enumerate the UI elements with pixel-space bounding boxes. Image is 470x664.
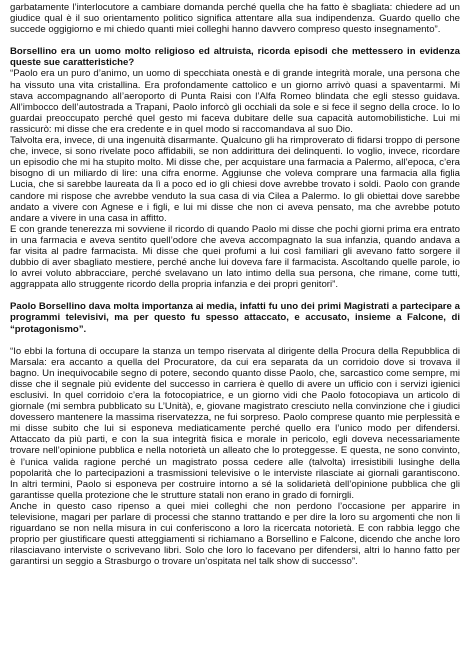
question-media: Paolo Borsellino dava molta importanza ai media, infatti fu uno dei primi Magistrati a partecipare a programmi televisivi, ma per questo fu spesso attaccato, e accusato, insieme a Falcone, di “protagonismo”. [10,301,460,335]
intro-paragraph: garbatamente l’interlocutore a cambiare domanda perché quella che ha fatto è sbagliata: chiedere ad un giudice qual è il suo orientamento politico significa attentare alla sua indipendenza. Guardo quello che succede oggigiorno e mi chiedo quanti miei colleghi hanno davvero compreso questo insegnamento”. [10,2,460,36]
answer-religion-paragraph-1: “Paolo era un puro d’animo, un uomo di specchiata onestà e di grande integrità morale, una persona che ha vissuto una vita cristallina. Era profondamente cattolico e un giorno arrivò quasi a spaventarmi. Mi stava accompagnando all’aeroporto di Punta Raisi con l’Alfa Romeo blindata che egli stesso guidava. All’imbocco dell’autostrada a Trapani, Paolo inforcò gli occhiali da sole e si fece il segno della croce. Io lo guardai preoccupato perché quel gesto mi faceva dubitare delle sua capacità automobilistiche. Lui mi rassicurò: mi disse che era credente e in quel modo si raccomandava al suo Dio. [10,68,460,135]
answer-media-paragraph-1: “Io ebbi la fortuna di occupare la stanza un tempo riservata al dirigente della Procura della Repubblica di Marsala: era accanto a quella del Procuratore, da cui era separata da un corridoio dove si trovava il bagno. Un inequivocabile segno di potere, secondo quanto disse Paolo, che, sarcastico come sempre, mi disse che il segnale più evidente del successo in carriera è quello di avere un ufficio con i servizi igienici esclusivi. In quel corridoio c’era la fotocopiatrice, e un giorno vidi che Paolo fotocopiava un articolo di giornale (mi sembra pubblicato su L’Unità), e, giovane magistrato cresciuto nella convinzione che i giudici dovessero mantenere la massima riservatezza, ne fui sorpreso. Paolo comprese quanto mie perplessità e mi disse subito che lui si esponeva mediaticamente perché quello era l’unico modo per difendersi. Attaccato da più parti, e con la sua integrità fisica e morale in pericolo, egli doveva necessariamente trovare nell’opinione pubblica e nella notorietà un alleato che lo proteggesse. E questa, ne sono convinto, è l’unica valida ragione perché un magistrato possa cedere alle (talvolta) irresistibili lusinghe della popolarità che lo partecipazioni a trasmissioni televisive o le interviste rilasciate ai giornali garantiscono. In altri termini, Paolo si esponeva per costruire intorno a sé la solidarietà dell’opinione pubblica che gli garantisse quella protezione che le strutture statali non erano in grado di fornirgli. [10,345,460,501]
answer-religion-paragraph-3: E con grande tenerezza mi sovviene il ricordo di quando Paolo mi disse che pochi giorni prima era entrato in una farmacia e aveva sentito quell’odore che aveva accompagnato la sua infanzia, quando andava a far visita al padre farmacista. Mi disse che quei profumi a lui così familiari gli avevano fatto sorgere il dubbio di aver sbagliato mestiere, perché anche lui doveva fare il farmacista. Ascoltando quelle parole, io lo avrei voluto abbracciare, perché svelavano un lato intimo della sua persona, che rimane, come tutti, aggrappata allo struggente ricordo della propria infanzia e dei propri genitori”. [10,223,460,291]
answer-religion-paragraph-2: Talvolta era, invece, di una ingenuità disarmante. Qualcuno gli ha rimproverato di fidarsi troppo di persone che, invece, si sono rivelate poco affidabili, se non addirittura dei delinquenti. Io voglio, invece, ricordare un episodio che mi ha stupito molto. Mi disse che, per acquistare una farmacia a Palermo, all’epoca, c’era bisogno di un miliardo di lire: una cifra enorme. Aggiunse che voleva comprare una farmacia alla figlia Lucia, che si sarebbe laureata da lì a poco ed io gli chiesi dove avrebbe trovato i soldi. Paolo con grande candore mi rispose che avrebbe venduto la sua casa di via Cilea a Palermo. Io gli obiettai dove sarebbe andato a vivere con Agnese e i figli, e lui mi disse che non ci aveva pensato, ma che avrebbe potuto andare a vivere in una casa in affitto. [10,135,460,224]
answer-media-paragraph-2: Anche in questo caso ripenso a quei miei colleghi che non perdono l’occasione per apparire in televisione, magari per parlare di processi che stanno trattando e per dire la loro su argomenti che non li riguardano se non nella misura in cui conferiscono a loro la ricercata notorietà. E con rabbia leggo che proprio per giustificare questi atteggiamenti si richiamano a Borsellino e Falcone, dicendo che anche loro rilasciavano interviste o scrivevano libri. Solo che loro lo facevano per difendersi, altri lo hanno fatto per garantirsi un seggio a Strasburgo o trovare un’ospitata nel talk show di successo”. [10,500,460,568]
question-religion: Borsellino era un uomo molto religioso ed altruista, ricorda episodi che mettessero in evidenza queste sue caratteristiche? [10,46,460,69]
